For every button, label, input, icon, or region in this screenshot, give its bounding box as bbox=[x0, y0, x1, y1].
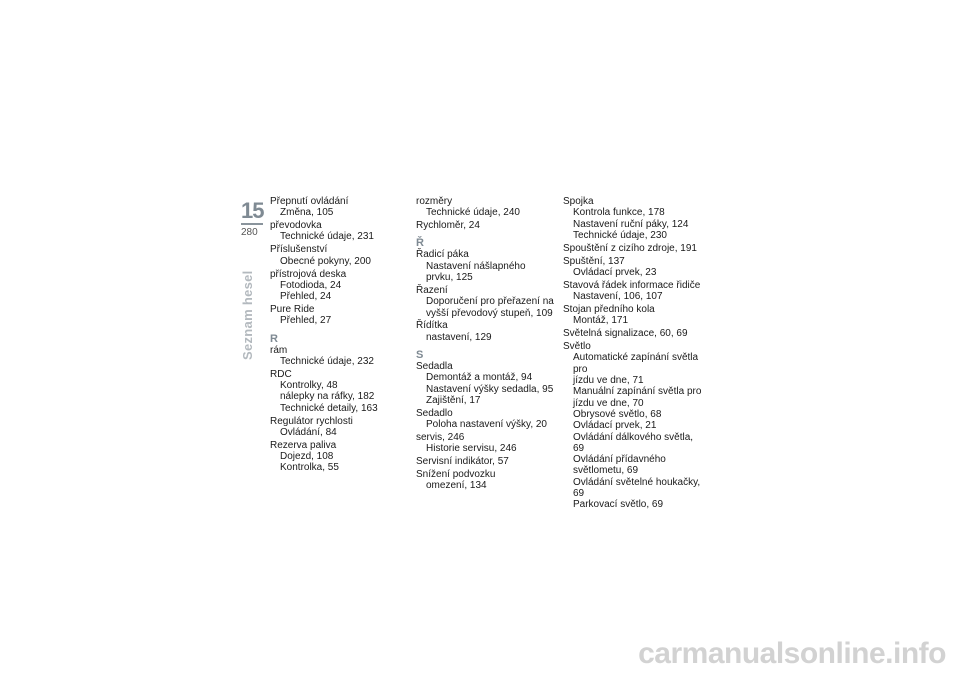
index-subentry: Ovládání dálkového světla, 69 bbox=[573, 431, 694, 454]
index-term: Regulátor rychlosti bbox=[270, 415, 353, 427]
index-term: Snížení podvozku bbox=[416, 469, 496, 481]
chapter-divider bbox=[241, 223, 263, 225]
index-entry bbox=[416, 361, 556, 406]
index-subentry: Technické údaje, 230 bbox=[573, 229, 667, 241]
index-subentry: Ovládací prvek, 23 bbox=[573, 266, 657, 278]
index-subentry: Automatické zapínání světla pro bbox=[573, 352, 699, 375]
index-entry bbox=[270, 416, 410, 439]
index-letter-heading: S bbox=[416, 349, 424, 362]
index-term: Stojan předního kola bbox=[563, 304, 655, 316]
index-entry bbox=[416, 220, 556, 231]
index-column-2 bbox=[416, 196, 556, 493]
index-subentry: Manuální zapínání světla pro bbox=[573, 386, 702, 398]
index-term: Servisní indikátor, 57 bbox=[416, 456, 509, 468]
index-subentry: prvku, 125 bbox=[426, 272, 473, 284]
index-term: Řídítka bbox=[416, 320, 448, 332]
index-entry bbox=[416, 320, 556, 343]
index-subentry: Technické údaje, 240 bbox=[426, 207, 520, 219]
index-subentry: Nastavení, 106, 107 bbox=[573, 291, 663, 303]
index-subentry: Nastavení výšky sedadla, 95 bbox=[426, 383, 554, 395]
index-subentry: Kontrolka, 55 bbox=[280, 462, 339, 474]
index-entry bbox=[563, 304, 703, 327]
index-subentry: Historie servisu, 246 bbox=[426, 443, 517, 455]
index-subentry: Přehled, 27 bbox=[280, 315, 332, 327]
index-subentry: vyšší převodový stupeň, 109 bbox=[426, 307, 553, 319]
index-term: servis, 246 bbox=[416, 432, 465, 444]
index-subentry: Kontrolky, 48 bbox=[280, 380, 338, 392]
index-entry bbox=[416, 196, 556, 219]
index-term: Spuštění, 137 bbox=[563, 255, 625, 267]
index-subentry: světlometu, 69 bbox=[573, 465, 639, 477]
index-entry bbox=[270, 196, 410, 219]
index-entry bbox=[416, 469, 556, 492]
index-entry bbox=[416, 285, 556, 319]
index-term: RDC bbox=[270, 368, 292, 380]
index-term: Příslušenství bbox=[270, 244, 328, 256]
index-subentry: Přehled, 24 bbox=[280, 291, 332, 303]
index-term: Rychloměr, 24 bbox=[416, 220, 480, 232]
index-subentry: Poloha nastavení výšky, 20 bbox=[426, 419, 547, 431]
index-subentry: Nastavení nášlapného bbox=[426, 260, 526, 272]
index-entry bbox=[270, 440, 410, 474]
index-subentry: Změna, 105 bbox=[280, 207, 334, 219]
page-number: 280 bbox=[241, 227, 258, 238]
index-term: rozměry bbox=[416, 196, 453, 207]
index-column-3 bbox=[563, 196, 703, 512]
index-entry bbox=[563, 256, 703, 279]
index-entry bbox=[270, 345, 410, 368]
index-entry bbox=[270, 269, 410, 303]
index-term: Spouštění z cizího zdroje, 191 bbox=[563, 242, 697, 254]
index-term: přístrojová deska bbox=[270, 268, 347, 280]
index-term: Stavová řádek informace řidiče bbox=[563, 279, 701, 291]
index-term: Světelná signalizace, 60, 69 bbox=[563, 328, 688, 340]
index-letter-heading: Ř bbox=[416, 237, 424, 250]
index-entry bbox=[563, 196, 703, 241]
index-subentry: Technické detaily, 163 bbox=[280, 402, 378, 414]
index-subentry: Ovládání světelné houkačky, 69 bbox=[573, 476, 701, 499]
index-subentry: Obrysové světlo, 68 bbox=[573, 408, 662, 420]
index-entry bbox=[416, 432, 556, 455]
index-entry bbox=[563, 328, 703, 339]
index-term: Rezerva paliva bbox=[270, 439, 337, 451]
index-term: Řadicí páka bbox=[416, 249, 469, 261]
index-entry bbox=[563, 341, 703, 510]
chapter-title: Seznam hesel bbox=[240, 270, 255, 360]
index-subentry: Ovládání, 84 bbox=[280, 426, 337, 438]
index-subentry: jízdu ve dne, 71 bbox=[573, 375, 644, 387]
index-subentry: Dojezd, 108 bbox=[280, 451, 334, 463]
index-subentry: omezení, 134 bbox=[426, 480, 487, 492]
index-entry bbox=[270, 220, 410, 243]
index-entry bbox=[563, 243, 703, 254]
index-subentry: Kontrola funkce, 178 bbox=[573, 207, 665, 219]
index-entry bbox=[416, 456, 556, 467]
index-subentry: Parkovací světlo, 69 bbox=[573, 499, 664, 511]
index-entry bbox=[563, 280, 703, 303]
index-term: Pure Ride bbox=[270, 304, 315, 316]
index-term: Řazení bbox=[416, 284, 448, 296]
index-subentry: Ovládání přídavného bbox=[573, 454, 666, 466]
index-subentry: Technické údaje, 232 bbox=[280, 355, 374, 367]
index-term: rám bbox=[270, 344, 288, 356]
index-subentry: nastavení, 129 bbox=[426, 331, 492, 343]
index-letter-heading: R bbox=[270, 332, 278, 345]
index-subentry: Montáž, 171 bbox=[573, 315, 629, 327]
index-term: převodovka bbox=[270, 220, 322, 232]
index-subentry: nálepky na ráfky, 182 bbox=[280, 391, 375, 403]
index-subentry: Demontáž a montáž, 94 bbox=[426, 372, 533, 384]
chapter-number: 15 bbox=[241, 198, 264, 223]
index-term: Přepnutí ovládání bbox=[270, 196, 349, 207]
index-term: Sedadlo bbox=[416, 407, 453, 419]
index-subentry: Zajištění, 17 bbox=[426, 394, 481, 406]
index-term: Sedadla bbox=[416, 361, 453, 373]
index-entry bbox=[416, 249, 556, 283]
index-subentry: Fotodioda, 24 bbox=[280, 279, 342, 291]
index-entry bbox=[270, 304, 410, 327]
index-column-1 bbox=[270, 196, 410, 475]
index-entry bbox=[270, 369, 410, 414]
index-subentry: Doporučení pro přeřazení na bbox=[426, 296, 554, 308]
index-subentry: Ovládací prvek, 21 bbox=[573, 420, 657, 432]
index-term: Světlo bbox=[563, 341, 591, 353]
index-subentry: Nastavení ruční páky, 124 bbox=[573, 218, 689, 230]
index-term: Spojka bbox=[563, 196, 594, 207]
index-subentry: Technické údaje, 231 bbox=[280, 231, 374, 243]
index-entry bbox=[416, 408, 556, 431]
index-entry bbox=[270, 244, 410, 267]
index-subentry: Obecné pokyny, 200 bbox=[280, 255, 371, 267]
chapter-tab bbox=[241, 200, 263, 238]
watermark: carmanualsonline.info bbox=[638, 637, 946, 670]
index-subentry: jízdu ve dne, 70 bbox=[573, 397, 644, 409]
